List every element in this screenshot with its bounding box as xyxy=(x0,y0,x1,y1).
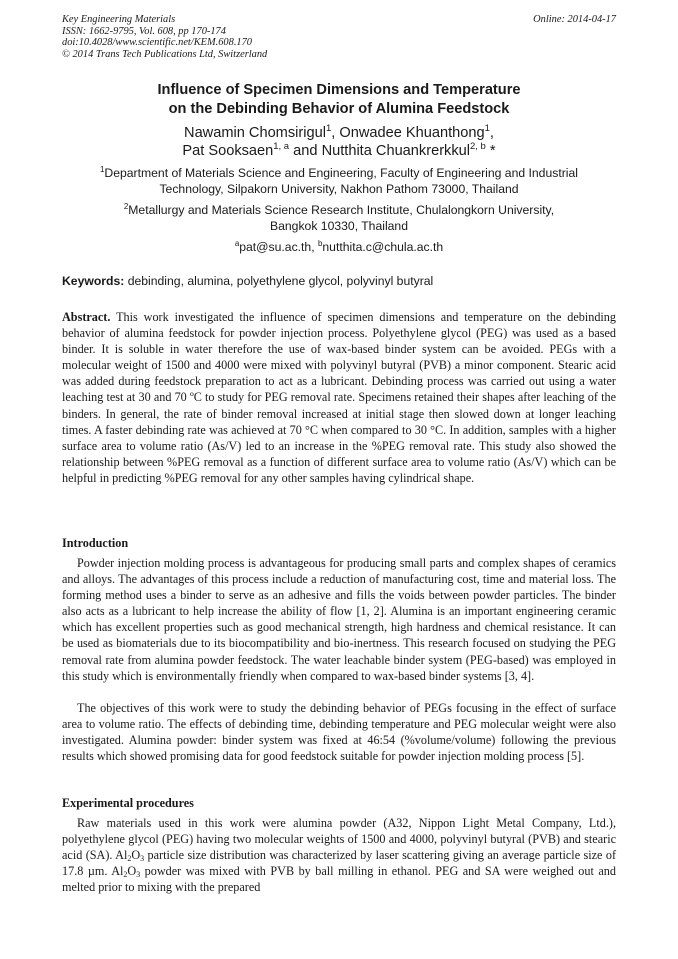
author-name: Nawamin Chomsirigul xyxy=(184,125,326,141)
affil-mark: 2 xyxy=(123,202,129,212)
experimental-paragraph-1: Raw materials used in this work were alumina powder (A32, Nippon Light Metal Company, Ltd.), polyethylene glycol (PEG) having two molecular weights of 1500 and 4000, polyvinyl butyral (PVB) and stearic acid (SA). $Al_2O_3$ particle size distribution was characterized by laser scattering giving an average particle size of 17.8 µm. $Al_2O_3$ powder was mixed with PVB by ball milling in ethanol. PEG and SA were weighed out and melted prior to mixing with the prepared xyxy=(62,816,616,895)
abstract-label: Abstract. xyxy=(62,310,111,324)
section-heading-experimental: Experimental procedures xyxy=(62,796,194,810)
author-list xyxy=(62,124,616,161)
author-affil-mark: 1, a xyxy=(273,141,290,153)
abstract-text: This work investigated the influence of specimen dimensions and temperature on the debinding behavior of alumina feedstock for powder injection process. Polyethylene glycol (PEG) was used as a based binder. It is soluble in water therefore the use of wax-based binder system can be avoided. PEGs with a molecular weight of 1500 and 4000 were mixed with polyvinyl butyral (PVB) a minor component. Stearic acid was added during feedstock preparation to act as a lubricant. Debinding process was carried out using a water leaching test at 30 and 70 ºC to study for PEG removal rate. Specimens retained their shapes after leaching of the binders. In general, the rate of binder removal increased at initial stage then slowed down at longer leaching times. A faster debinding rate was achieved at 70 °C when compared to 30 °C. In addition, samples with a higher surface area to volume ratio (As/V) led to an increase in the %PEG removal rate. This study also showed the relationship between %PEG removal as a function of different surface area to volume ratio (As/V) which can be helpful in predicting %PEG removal for any other samples having cylindrical shape. xyxy=(62,310,616,485)
copyright-line: © 2014 Trans Tech Publications Ltd, Switzerland xyxy=(62,48,268,60)
author-line-1: Nawamin Chomsirigul$^1$, Onwadee Khuanthong$^1$, xyxy=(184,123,494,141)
affiliation-2-line-2: Bangkok 10330, Thailand xyxy=(269,218,408,233)
affiliation-2 xyxy=(62,203,616,234)
journal-name: Key Engineering Materials xyxy=(62,14,176,25)
keywords-line xyxy=(62,274,616,289)
author-name: Pat Sooksaen xyxy=(182,143,274,160)
email-line: $^a$pat@su.ac.th, $^b$nutthita.c@chula.ac.th xyxy=(234,239,444,254)
introduction-paragraph-2: The objectives of this work were to study the debinding behavior of PEGs focusing in the effect of surface area to volume ratio. The effects of debinding time, debinding temperature and PEG molecular weight were also investigated. Alumina powder: binder system was fixed at 46:54 (%volume/volume) following the previous results which showed promising data for good feedstock suitable for powder injection molding process [5]. xyxy=(62,701,616,764)
issn-line: ISSN: 1662-9795, Vol. 608, pp 170-174 xyxy=(62,25,226,37)
keywords-text: debinding, alumina, polyethylene glycol, polyvinyl butyral xyxy=(127,274,434,288)
journal-header xyxy=(62,14,616,60)
introduction-paragraph-1: Powder injection molding process is advantageous for producing small parts and complex shapes of ceramics and alloys. The advantages of this process include a reduction of manufacturing cost, time and material loss. The forming method uses a binder to serve as an adhesive and fills the voids between powder particles. The binder also acts as a lubricant to help increase the ability of flow [1, 2]. Alumina is an important engineering ceramic which has excellent properties such as good mechanical strength, high hardness and chemical resistance. It can be used as biomaterials due to its biocompatibility and bio-inertness. This research focused on studying the PEG removal rate from alumina powder feedstock. The water leachable binder system (PEG-based) was employed in this study which is environmentally friendly when compared to wax-based binder systems [3, 4]. xyxy=(62,556,616,683)
keywords-label: Keywords: xyxy=(62,274,125,288)
email-link[interactable]: nutthita.c@chula.ac.th xyxy=(322,240,444,254)
affiliation-1-line-2: Technology, Silpakorn University, Nakhon Pathom 73000, Thailand xyxy=(159,181,519,196)
author-affil-mark: 1 xyxy=(484,123,490,135)
author-affil-mark: 2, b xyxy=(470,141,486,153)
title-line-1: Influence of Specimen Dimensions and Temperature xyxy=(157,82,521,98)
email-mark: b xyxy=(318,239,323,249)
section-heading-introduction: Introduction xyxy=(62,536,129,550)
doi-line[interactable]: doi:10.4028/www.scientific.net/KEM.608.170 xyxy=(62,37,252,49)
email-link[interactable]: pat@su.ac.th xyxy=(239,240,312,254)
author-name: Onwadee Khuanthong xyxy=(339,125,485,141)
affiliation-2-line-1: $^2$Metallurgy and Materials Science Research Institute, Chulalongkorn University, xyxy=(123,202,555,217)
paper-title xyxy=(62,81,616,118)
corresponding-author-mark: * xyxy=(489,143,496,160)
affil-mark: 1 xyxy=(100,165,105,175)
author-affil-mark: 1 xyxy=(325,123,332,135)
author-name: Nutthita Chuankrerkkul xyxy=(321,143,471,160)
author-line-2: Pat Sooksaen$^{1, a}$ and Nutthita Chuankrerkkul$^{2, b}$ * xyxy=(182,141,496,160)
affiliation-1 xyxy=(62,166,616,197)
abstract-paragraph xyxy=(62,309,616,486)
email-mark: a xyxy=(234,239,240,249)
affiliation-1-line-1: $^1$Department of Materials Science and Engineering, Faculty of Engineering and Industrial xyxy=(100,165,578,180)
online-date: Online: 2014-04-17 xyxy=(533,14,616,25)
title-line-2: on the Debinding Behavior of Alumina Feedstock xyxy=(168,100,510,117)
